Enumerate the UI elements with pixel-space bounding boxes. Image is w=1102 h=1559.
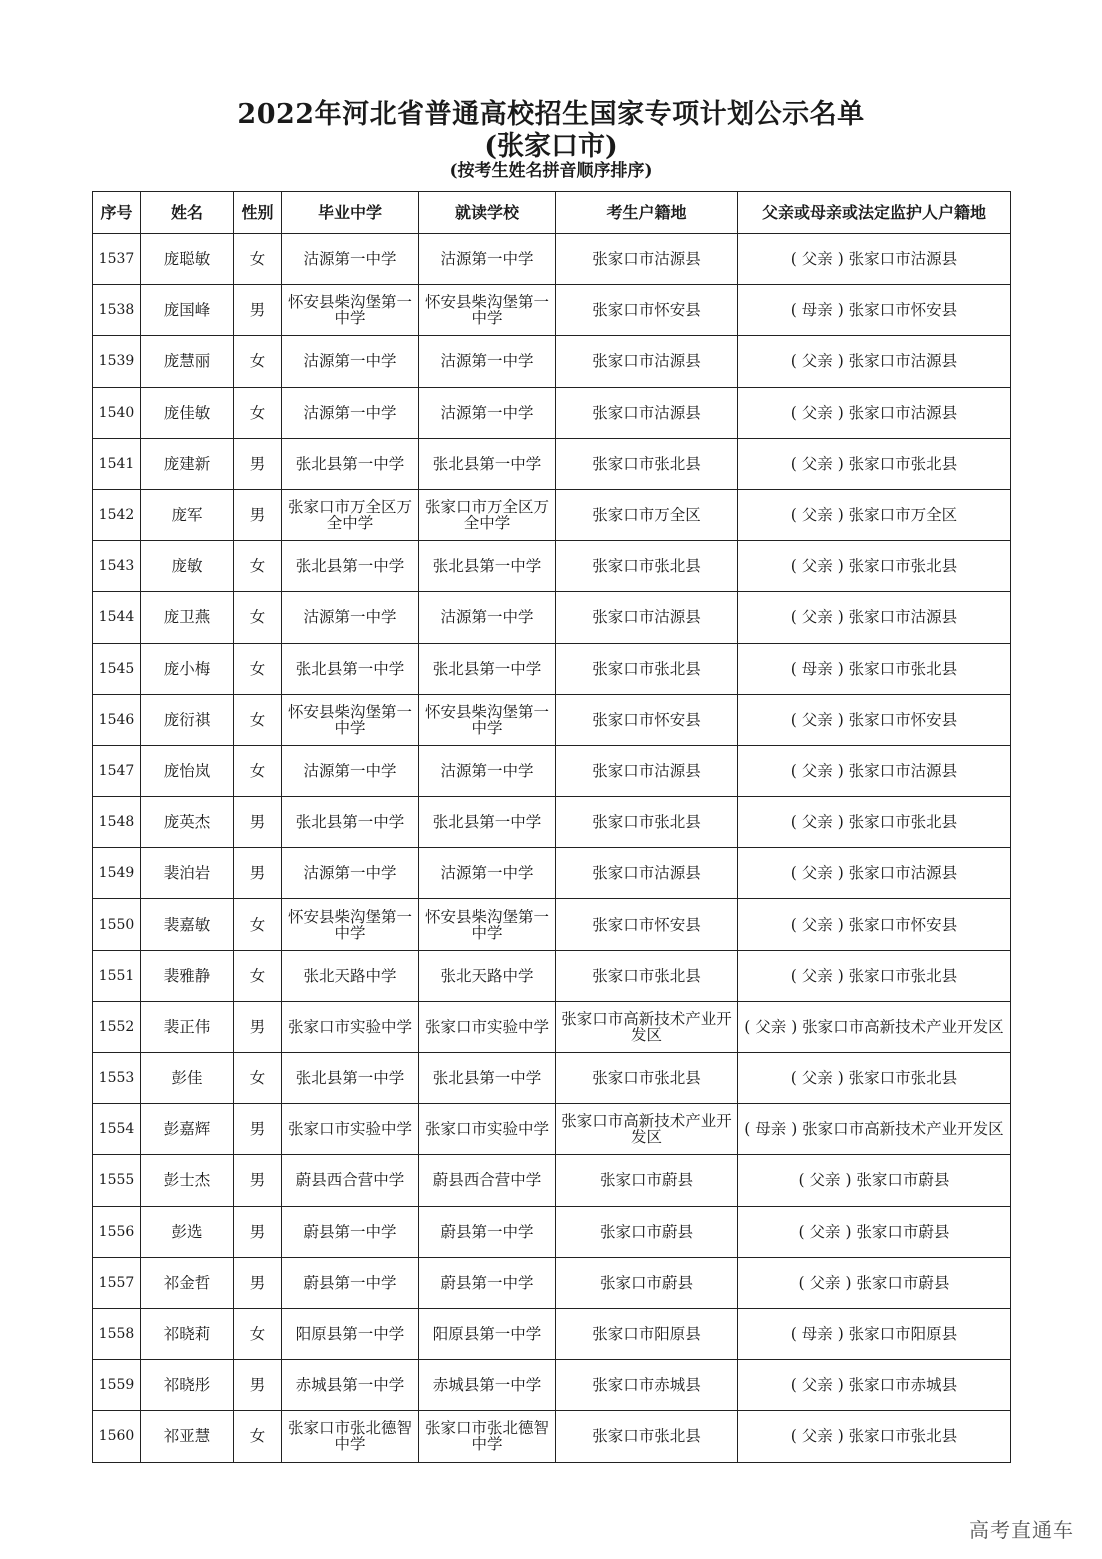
- cell-grad-school: 张家口市万全区万全中学: [282, 489, 419, 540]
- cell-household: 张家口市高新技术产业开发区: [556, 1104, 738, 1155]
- col-header-name: 姓名: [141, 192, 234, 234]
- cell-name: 庞军: [141, 489, 234, 540]
- cell-guardian-household: ( 父亲 ) 张家口市沽源县: [738, 387, 1011, 438]
- cell-grad-school: 赤城县第一中学: [282, 1360, 419, 1411]
- table-row: [93, 1104, 1011, 1155]
- table-row: [93, 234, 1011, 285]
- header-row: [93, 192, 1011, 234]
- table-row: [93, 643, 1011, 694]
- cell-guardian-household: ( 父亲 ) 张家口市蔚县: [738, 1155, 1011, 1206]
- cell-name: 裴泊岩: [141, 848, 234, 899]
- cell-grad-school: 怀安县柴沟堡第一中学: [282, 694, 419, 745]
- cell-gender: 男: [234, 489, 282, 540]
- cell-guardian-household: ( 父亲 ) 张家口市沽源县: [738, 336, 1011, 387]
- cell-name: 彭选: [141, 1206, 234, 1257]
- cell-no: 1552: [93, 1001, 141, 1052]
- table-row: [93, 489, 1011, 540]
- col-header-no: 序号: [93, 192, 141, 234]
- cell-no: 1550: [93, 899, 141, 950]
- cell-name: 庞小梅: [141, 643, 234, 694]
- table-row: [93, 541, 1011, 592]
- cell-name: 庞怡岚: [141, 745, 234, 796]
- cell-grad-school: 蔚县第一中学: [282, 1257, 419, 1308]
- cell-guardian-household: ( 母亲 ) 张家口市阳原县: [738, 1308, 1011, 1359]
- cell-current-school: 张家口市实验中学: [419, 1001, 556, 1052]
- cell-name: 庞聪敏: [141, 234, 234, 285]
- table-row: [93, 438, 1011, 489]
- cell-guardian-household: ( 父亲 ) 张家口市沽源县: [738, 234, 1011, 285]
- cell-no: 1551: [93, 950, 141, 1001]
- cell-gender: 女: [234, 592, 282, 643]
- cell-guardian-household: ( 母亲 ) 张家口市高新技术产业开发区: [738, 1104, 1011, 1155]
- cell-grad-school: 蔚县西合营中学: [282, 1155, 419, 1206]
- cell-no: 1540: [93, 387, 141, 438]
- cell-grad-school: 怀安县柴沟堡第一中学: [282, 899, 419, 950]
- cell-name: 庞佳敏: [141, 387, 234, 438]
- cell-gender: 男: [234, 1104, 282, 1155]
- cell-gender: 女: [234, 387, 282, 438]
- cell-grad-school: 张北县第一中学: [282, 1053, 419, 1104]
- table-row: [93, 848, 1011, 899]
- cell-grad-school: 怀安县柴沟堡第一中学: [282, 285, 419, 336]
- cell-household: 张家口市阳原县: [556, 1308, 738, 1359]
- cell-gender: 女: [234, 745, 282, 796]
- cell-current-school: 张北天路中学: [419, 950, 556, 1001]
- cell-household: 张家口市蔚县: [556, 1206, 738, 1257]
- table-row: [93, 1001, 1011, 1052]
- cell-grad-school: 张北县第一中学: [282, 797, 419, 848]
- cell-grad-school: 张北县第一中学: [282, 438, 419, 489]
- cell-household: 张家口市张北县: [556, 643, 738, 694]
- cell-gender: 男: [234, 285, 282, 336]
- cell-household: 张家口市怀安县: [556, 694, 738, 745]
- cell-household: 张家口市沽源县: [556, 592, 738, 643]
- cell-no: 1560: [93, 1411, 141, 1462]
- cell-current-school: 蔚县西合营中学: [419, 1155, 556, 1206]
- cell-current-school: 沽源第一中学: [419, 745, 556, 796]
- cell-no: 1553: [93, 1053, 141, 1104]
- cell-current-school: 怀安县柴沟堡第一中学: [419, 899, 556, 950]
- cell-gender: 女: [234, 899, 282, 950]
- cell-gender: 女: [234, 1053, 282, 1104]
- cell-name: 彭士杰: [141, 1155, 234, 1206]
- cell-household: 张家口市万全区: [556, 489, 738, 540]
- cell-name: 彭佳: [141, 1053, 234, 1104]
- cell-guardian-household: ( 母亲 ) 张家口市张北县: [738, 643, 1011, 694]
- cell-current-school: 沽源第一中学: [419, 336, 556, 387]
- cell-name: 裴嘉敏: [141, 899, 234, 950]
- watermark: 高考直通车: [969, 1518, 1074, 1542]
- cell-guardian-household: ( 父亲 ) 张家口市怀安县: [738, 899, 1011, 950]
- cell-gender: 男: [234, 797, 282, 848]
- cell-grad-school: 沽源第一中学: [282, 336, 419, 387]
- cell-no: 1546: [93, 694, 141, 745]
- table-row: [93, 797, 1011, 848]
- table-row: [93, 950, 1011, 1001]
- cell-no: 1538: [93, 285, 141, 336]
- cell-name: 彭嘉辉: [141, 1104, 234, 1155]
- table-row: [93, 336, 1011, 387]
- cell-current-school: 张家口市实验中学: [419, 1104, 556, 1155]
- cell-guardian-household: ( 父亲 ) 张家口市蔚县: [738, 1206, 1011, 1257]
- cell-name: 祁金哲: [141, 1257, 234, 1308]
- cell-guardian-household: ( 父亲 ) 张家口市蔚县: [738, 1257, 1011, 1308]
- cell-name: 庞卫燕: [141, 592, 234, 643]
- cell-current-school: 沽源第一中学: [419, 387, 556, 438]
- cell-guardian-household: ( 父亲 ) 张家口市怀安县: [738, 694, 1011, 745]
- table-row: [93, 387, 1011, 438]
- cell-no: 1557: [93, 1257, 141, 1308]
- cell-grad-school: 沽源第一中学: [282, 592, 419, 643]
- table-row: [93, 1360, 1011, 1411]
- cell-grad-school: 张家口市实验中学: [282, 1001, 419, 1052]
- cell-grad-school: 张家口市实验中学: [282, 1104, 419, 1155]
- cell-household: 张家口市沽源县: [556, 745, 738, 796]
- cell-gender: 男: [234, 1206, 282, 1257]
- table-row: [93, 1411, 1011, 1462]
- cell-guardian-household: ( 父亲 ) 张家口市沽源县: [738, 745, 1011, 796]
- cell-name: 庞慧丽: [141, 336, 234, 387]
- cell-name: 祁晓莉: [141, 1308, 234, 1359]
- cell-no: 1542: [93, 489, 141, 540]
- cell-grad-school: 沽源第一中学: [282, 387, 419, 438]
- page-subtitle: (张家口市): [484, 131, 618, 162]
- cell-no: 1537: [93, 234, 141, 285]
- cell-grad-school: 张北县第一中学: [282, 541, 419, 592]
- cell-guardian-household: ( 父亲 ) 张家口市沽源县: [738, 592, 1011, 643]
- table-row: [93, 285, 1011, 336]
- cell-gender: 女: [234, 1308, 282, 1359]
- cell-grad-school: 蔚县第一中学: [282, 1206, 419, 1257]
- cell-household: 张家口市张北县: [556, 1053, 738, 1104]
- cell-household: 张家口市张北县: [556, 541, 738, 592]
- cell-no: 1541: [93, 438, 141, 489]
- cell-name: 裴雅静: [141, 950, 234, 1001]
- cell-name: 庞敏: [141, 541, 234, 592]
- cell-gender: 女: [234, 643, 282, 694]
- cell-name: 祁晓彤: [141, 1360, 234, 1411]
- cell-guardian-household: ( 父亲 ) 张家口市张北县: [738, 1411, 1011, 1462]
- table-row: [93, 899, 1011, 950]
- cell-guardian-household: ( 父亲 ) 张家口市万全区: [738, 489, 1011, 540]
- cell-current-school: 阳原县第一中学: [419, 1308, 556, 1359]
- cell-gender: 女: [234, 1411, 282, 1462]
- cell-no: 1545: [93, 643, 141, 694]
- cell-household: 张家口市沽源县: [556, 234, 738, 285]
- cell-guardian-household: ( 父亲 ) 张家口市张北县: [738, 1053, 1011, 1104]
- cell-current-school: 张北县第一中学: [419, 797, 556, 848]
- cell-gender: 男: [234, 1360, 282, 1411]
- cell-no: 1547: [93, 745, 141, 796]
- col-header-gender: 性别: [234, 192, 282, 234]
- cell-grad-school: 张北县第一中学: [282, 643, 419, 694]
- cell-current-school: 张家口市万全区万全中学: [419, 489, 556, 540]
- col-header-grad-school: 毕业中学: [282, 192, 419, 234]
- cell-current-school: 张北县第一中学: [419, 1053, 556, 1104]
- cell-name: 庞英杰: [141, 797, 234, 848]
- cell-no: 1555: [93, 1155, 141, 1206]
- col-header-guardian-household: 父亲或母亲或法定监护人户籍地: [738, 192, 1011, 234]
- cell-grad-school: 张家口市张北德智中学: [282, 1411, 419, 1462]
- cell-current-school: 蔚县第一中学: [419, 1206, 556, 1257]
- cell-gender: 男: [234, 848, 282, 899]
- cell-household: 张家口市沽源县: [556, 387, 738, 438]
- cell-household: 张家口市张北县: [556, 797, 738, 848]
- cell-grad-school: 沽源第一中学: [282, 745, 419, 796]
- cell-current-school: 赤城县第一中学: [419, 1360, 556, 1411]
- cell-no: 1548: [93, 797, 141, 848]
- cell-no: 1543: [93, 541, 141, 592]
- cell-gender: 女: [234, 234, 282, 285]
- cell-no: 1558: [93, 1308, 141, 1359]
- cell-gender: 女: [234, 950, 282, 1001]
- page-title: 2022年河北省普通高校招生国家专项计划公示名单: [237, 99, 865, 130]
- cell-no: 1539: [93, 336, 141, 387]
- cell-gender: 男: [234, 1155, 282, 1206]
- cell-guardian-household: ( 父亲 ) 张家口市高新技术产业开发区: [738, 1001, 1011, 1052]
- cell-guardian-household: ( 父亲 ) 张家口市张北县: [738, 438, 1011, 489]
- table-row: [93, 694, 1011, 745]
- table-row: [93, 1053, 1011, 1104]
- col-header-current-school: 就读学校: [419, 192, 556, 234]
- cell-guardian-household: ( 父亲 ) 张家口市沽源县: [738, 848, 1011, 899]
- table-row: [93, 1257, 1011, 1308]
- cell-current-school: 怀安县柴沟堡第一中学: [419, 694, 556, 745]
- cell-household: 张家口市蔚县: [556, 1155, 738, 1206]
- table-row: [93, 1308, 1011, 1359]
- cell-gender: 女: [234, 336, 282, 387]
- cell-household: 张家口市怀安县: [556, 285, 738, 336]
- cell-gender: 男: [234, 438, 282, 489]
- cell-household: 张家口市沽源县: [556, 848, 738, 899]
- cell-guardian-household: ( 母亲 ) 张家口市怀安县: [738, 285, 1011, 336]
- table-row: [93, 592, 1011, 643]
- cell-current-school: 沽源第一中学: [419, 848, 556, 899]
- roster-table: [92, 191, 1011, 1463]
- cell-current-school: 张家口市张北德智中学: [419, 1411, 556, 1462]
- cell-household: 张家口市张北县: [556, 1411, 738, 1462]
- cell-gender: 男: [234, 1257, 282, 1308]
- cell-no: 1544: [93, 592, 141, 643]
- cell-current-school: 沽源第一中学: [419, 234, 556, 285]
- cell-household: 张家口市张北县: [556, 438, 738, 489]
- cell-grad-school: 沽源第一中学: [282, 848, 419, 899]
- cell-name: 裴正伟: [141, 1001, 234, 1052]
- cell-household: 张家口市怀安县: [556, 899, 738, 950]
- cell-name: 庞衍祺: [141, 694, 234, 745]
- cell-current-school: 张北县第一中学: [419, 438, 556, 489]
- cell-grad-school: 阳原县第一中学: [282, 1308, 419, 1359]
- cell-current-school: 张北县第一中学: [419, 541, 556, 592]
- table-row: [93, 1206, 1011, 1257]
- table-row: [93, 745, 1011, 796]
- cell-name: 庞国峰: [141, 285, 234, 336]
- cell-household: 张家口市蔚县: [556, 1257, 738, 1308]
- cell-guardian-household: ( 父亲 ) 张家口市张北县: [738, 797, 1011, 848]
- col-header-household: 考生户籍地: [556, 192, 738, 234]
- cell-gender: 男: [234, 1001, 282, 1052]
- cell-no: 1556: [93, 1206, 141, 1257]
- table-row: [93, 1155, 1011, 1206]
- cell-no: 1554: [93, 1104, 141, 1155]
- cell-gender: 女: [234, 541, 282, 592]
- cell-name: 庞建新: [141, 438, 234, 489]
- cell-household: 张家口市高新技术产业开发区: [556, 1001, 738, 1052]
- cell-gender: 女: [234, 694, 282, 745]
- cell-no: 1549: [93, 848, 141, 899]
- cell-current-school: 蔚县第一中学: [419, 1257, 556, 1308]
- cell-current-school: 沽源第一中学: [419, 592, 556, 643]
- cell-grad-school: 沽源第一中学: [282, 234, 419, 285]
- cell-guardian-household: ( 父亲 ) 张家口市张北县: [738, 950, 1011, 1001]
- cell-guardian-household: ( 父亲 ) 张家口市赤城县: [738, 1360, 1011, 1411]
- cell-no: 1559: [93, 1360, 141, 1411]
- cell-household: 张家口市张北县: [556, 950, 738, 1001]
- cell-household: 张家口市赤城县: [556, 1360, 738, 1411]
- cell-current-school: 张北县第一中学: [419, 643, 556, 694]
- cell-current-school: 怀安县柴沟堡第一中学: [419, 285, 556, 336]
- cell-grad-school: 张北天路中学: [282, 950, 419, 1001]
- cell-name: 祁亚慧: [141, 1411, 234, 1462]
- cell-household: 张家口市沽源县: [556, 336, 738, 387]
- cell-guardian-household: ( 父亲 ) 张家口市张北县: [738, 541, 1011, 592]
- sort-note: (按考生姓名拼音顺序排序): [449, 161, 653, 181]
